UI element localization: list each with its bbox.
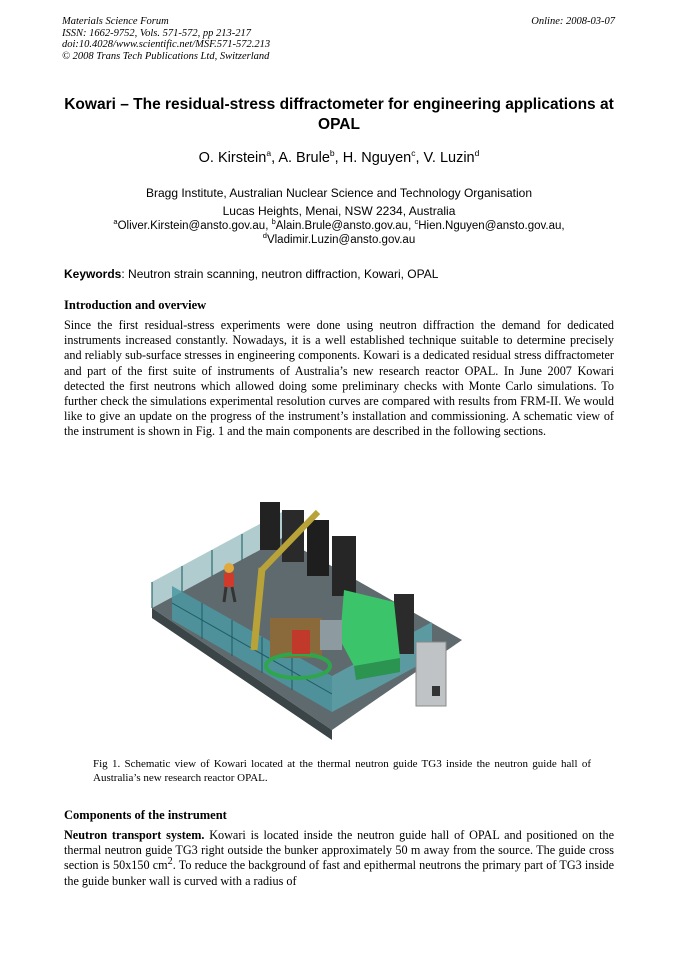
email-sup: b (271, 217, 276, 227)
shielding-block (260, 502, 280, 550)
components-text-1: Kowari is located inside the neutron guide hall of OPAL and positioned on the thermal neutron guide TG3 right outside the bunker approximately 50 m away from the source. The guide cross section is 50x150 cm (64, 828, 615, 873)
author-name: H. Nguyen (342, 150, 412, 166)
keywords-text: : Neutron strain scanning, neutron diffraction, Kowari, OPAL (121, 267, 439, 281)
monochromator-shielding (340, 590, 400, 666)
components-paragraph (64, 828, 614, 889)
person-leg (224, 587, 226, 602)
email-list: $^a$Oliver.Kirstein@ansto.gov.au, $^b$Alain.Brule@ansto.gov.au, $^c$Hien.Nguyen@ansto.gov.au, $^d$Vladimir.Luzin@ansto.gov.au (113, 217, 565, 246)
cabinet-panel (432, 686, 440, 696)
affiliation-line-2: Lucas Heights, Menai, NSW 2234, Australia (222, 204, 456, 218)
affiliation (60, 184, 618, 220)
person-head (224, 563, 234, 573)
copyright: © 2008 Trans Tech Publications Ltd, Switzerland (62, 50, 270, 62)
email-link[interactable]: Oliver.Kirstein@ansto.gov.au (117, 220, 266, 232)
control-cabinet (416, 642, 446, 706)
keywords-label: Keywords (64, 267, 122, 281)
author-name: O. Kirstein (198, 150, 267, 166)
author-name: V. Luzin (423, 150, 475, 166)
author-list: O. Kirstein$^a$, A. Brule$^b$, H. Nguyen$^c$, V. Luzin$^d$ (198, 148, 480, 166)
intro-heading: Introduction and overview (64, 298, 207, 312)
online-date: Online: 2008-03-07 (531, 16, 615, 27)
kowari-schematic-figure (132, 490, 468, 742)
shielding-block (332, 536, 356, 596)
issn: ISSN: 1662-9752, Vols. 571-572, pp 213-217 (62, 27, 251, 39)
doi: doi:10.4028/www.scientific.net/MSF.571-572.213 (62, 39, 271, 50)
email-link[interactable]: Vladimir.Luzin@ansto.gov.au (266, 234, 416, 246)
author-sup: d (474, 148, 480, 159)
journal-name: Materials Science Forum (62, 16, 169, 27)
email-link[interactable]: Alain.Brule@ansto.gov.au (275, 220, 409, 232)
paper-title: Kowari – The residual-stress diffractometer for engineering applications at OPAL (64, 96, 614, 133)
email-sup: d (262, 231, 267, 241)
figure-caption: Fig 1. Schematic view of Kowari located at the thermal neutron guide TG3 inside the neutron guide hall of Australia’s new research reactor OPAL. (93, 758, 591, 784)
email-sup: a (113, 217, 118, 227)
email-link[interactable]: Hien.Nguyen@ansto.gov.au (418, 220, 562, 232)
components-text-2: . To reduce the background of fast and epithermal neutrons the primary part of TG3 inside the guide bunker wall is curved with a radius of (64, 858, 615, 888)
affiliation-line-1: Bragg Institute, Australian Nuclear Science and Technology Organisation (145, 186, 532, 200)
shielding-block (307, 520, 329, 576)
components-lead: Neutron transport system. (64, 828, 205, 842)
author-sup: c (411, 148, 416, 159)
intro-paragraph: Since the first residual-stress experiments were done using neutron diffraction the demand for dedicated instruments increased constantly. Nowadays, it is a well established technique suitable to determine precisely and reliably sub-surface stresses in engineering components. Kowari is a dedicated residual stress diffractometer and part of the first suite of instruments of Australia’s new research reactor OPAL. In June 2007 Kowari detected the first neutrons which allowed doing some preliminary checks with Monte Carlo simulations. To further check the simulations experimental resolution curves are compared with results from FRM-II. We would like to give an update on the progress of the instrument’s installation and commissioning. A schematic view of the instrument is shown in Fig. 1 and the main components are described in the following sections. (64, 318, 614, 439)
person-body (224, 573, 234, 587)
author-sup: a (266, 148, 272, 159)
components-heading: Components of the instrument (64, 808, 227, 822)
keywords (64, 267, 624, 281)
sample-table (292, 630, 310, 654)
detector (320, 620, 342, 650)
author-name: A. Brule (278, 150, 330, 166)
author-sup: b (329, 148, 335, 159)
components-sup: 2 (167, 856, 173, 868)
email-sup: c (414, 217, 419, 227)
journal-header (62, 16, 270, 62)
